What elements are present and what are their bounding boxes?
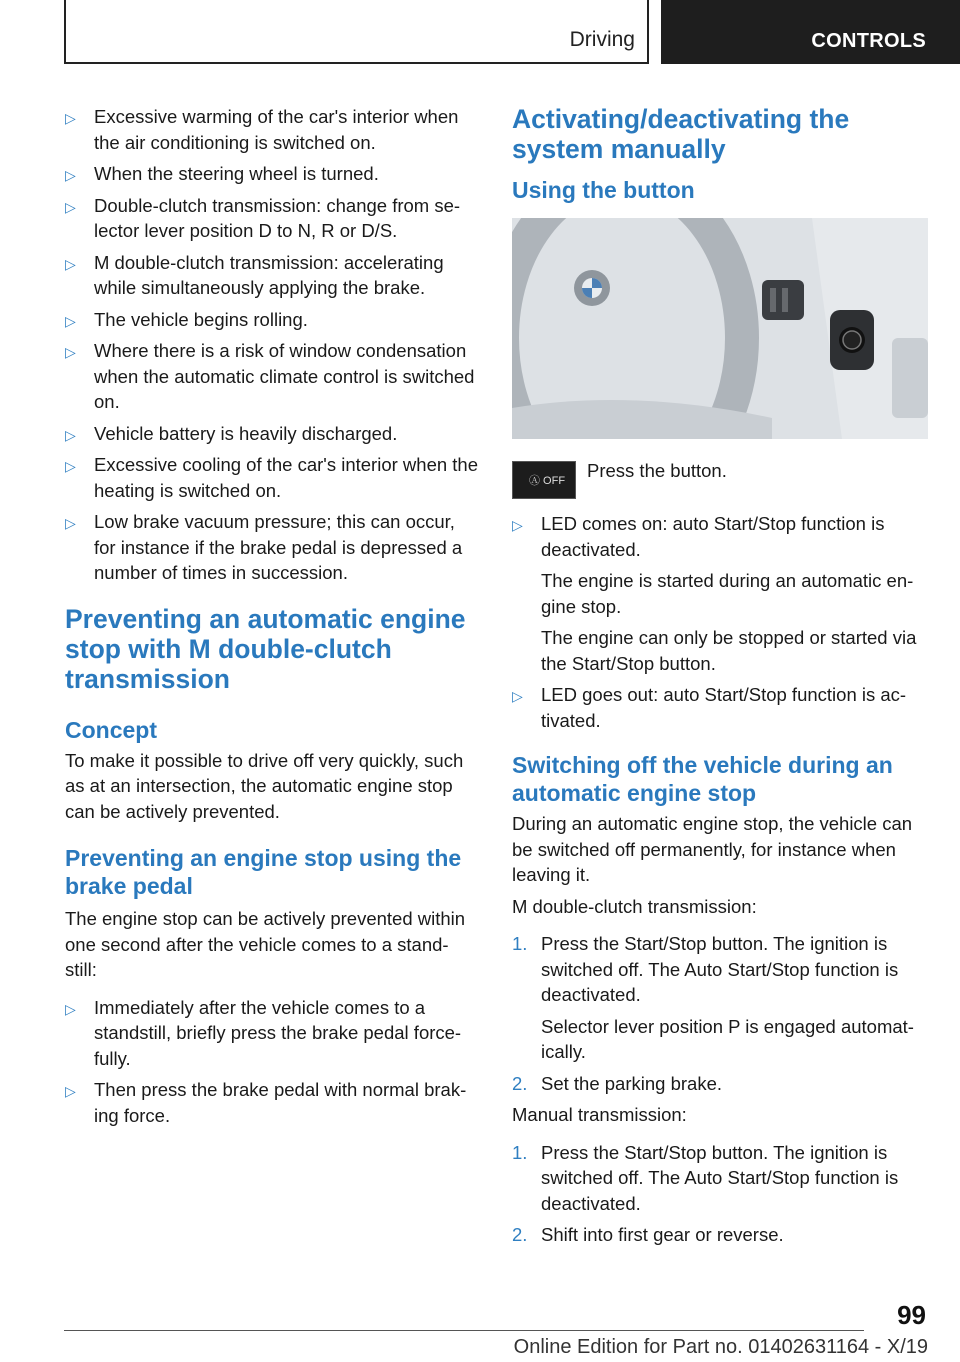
heading-switching-off: Switching off the vehicle during an automatic engine stop [512,752,893,806]
right-column [512,104,930,1254]
mdct-label: M double-clutch transmission: [512,895,757,917]
heading-using-button: Using the button [512,177,695,203]
list-item: ▷ M double-clutch transmission: accelerating while simultaneously applying the brake. [65,251,444,298]
triangle-bullet-icon: ▷ [512,688,523,704]
edition-note: Online Edition for Part no. 01402631164 - X/19 [513,1336,928,1358]
header-frame-right [647,0,649,64]
numbered-step: 2. Shift into first gear or reverse. [512,1224,784,1245]
triangle-bullet-icon: ▷ [65,1083,76,1099]
triangle-bullet-icon: ▷ [65,1000,76,1017]
footer-divider [64,1330,864,1331]
list-item: ▷ LED goes out: auto Start/Stop function is ac‐tivated. [512,684,907,731]
list-item: ▷ Excessive warming of the car's interior when the air conditioning is switched on. [65,106,459,153]
switch-paragraph: During an automatic engine stop, the vehicle can be switched off permanently, for instance when leaving it. [512,813,913,885]
list-item: ▷ Vehicle battery is heavily discharged. [65,421,480,447]
steering-wheel-illustration [512,218,928,439]
list-item: ▷ The vehicle begins rolling. [65,307,480,333]
list-item: ▷ Then press the brake pedal with normal brak‐ing force. [65,1079,467,1126]
triangle-bullet-icon: ▷ [65,312,76,329]
list-item: ▷ Low brake vacuum pressure; this can occur, for instance if the brake pedal is depressed a number of times in succession. [65,511,463,583]
bullet-subtext: The engine is started during an automatic en‐gine stop. [541,570,914,617]
numbered-step: 1. Press the Start/Stop button. The ignition is switched off. The Auto Start/Stop function is deactivated. Selector lever position P is engaged automat‐ically. [512,931,930,1065]
triangle-bullet-icon: ▷ [512,517,523,533]
page-number: 99 [897,1300,926,1330]
triangle-bullet-icon: ▷ [65,110,76,126]
condition-list [65,104,480,586]
triangle-bullet-icon: ▷ [65,255,76,272]
triangle-bullet-icon: ▷ [65,167,76,183]
chapter-title: CONTROLS [811,30,926,52]
triangle-bullet-icon: ▷ [65,426,76,443]
press-button-row [512,459,930,499]
triangle-bullet-icon: ▷ [65,344,76,360]
triangle-bullet-icon: ▷ [65,515,76,531]
triangle-bullet-icon: ▷ [65,198,76,215]
numbered-step: 1. Press the Start/Stop button. The ignition is switched off. The Auto Start/Stop function is deactivated. [512,1141,899,1214]
header-frame-left [64,0,66,64]
list-item: ▷ Where there is a risk of window condensation when the automatic climate control is switched on. [65,340,475,412]
heading-preventing-stop: Preventing an automatic engine stop with M double-clutch transmission [65,603,466,694]
list-item: ▷ Excessive cooling of the car's interior when the heating is switched on. [65,454,479,501]
brake-paragraph: The engine stop can be actively prevented within one second after the vehicle comes to a stand‐still: [65,908,466,980]
manual-label: Manual transmission: [512,1104,687,1125]
concept-paragraph: To make it possible to drive off very quickly, such as at an intersection, the automatic engine stop can be actively prevented. [65,749,464,822]
list-item: ▷ LED comes on: auto Start/Stop function is deactivated. The engine is started during an automatic en‐gine stop. The engine can only be stopped or started via the Start/Stop button. [512,511,930,676]
left-column [65,104,480,1134]
list-item: ▷ Double-clutch transmission: change from se‐lector lever position D to N, R or D/S. [65,194,461,241]
section-title: Driving [569,28,635,51]
heading-activating: Activating/deactivating the system manually [512,104,850,164]
steering-wheel-photo [512,218,928,439]
heading-concept: Concept [65,716,157,743]
bullet-subtext: The engine can only be stopped or started via the Start/Stop button. [541,627,917,674]
numbered-step: 2. Set the parking brake. [512,1072,722,1094]
heading-brake-pedal: Preventing an engine stop using the brake pedal [65,845,462,899]
triangle-bullet-icon: ▷ [65,458,76,474]
list-item: ▷ When the steering wheel is turned. [65,161,480,187]
header-frame-bottom [64,62,649,64]
step-subtext: Selector lever position P is engaged automat‐ically. [541,1015,914,1062]
press-instruction: Press the button. [587,460,727,481]
list-item: ▷ Immediately after the vehicle comes to a standstill, briefly press the brake pedal force‐fully. [65,996,462,1069]
auto-start-stop-button-icon: Ⓐ OFF [512,461,576,499]
chapter-tab [661,0,960,64]
